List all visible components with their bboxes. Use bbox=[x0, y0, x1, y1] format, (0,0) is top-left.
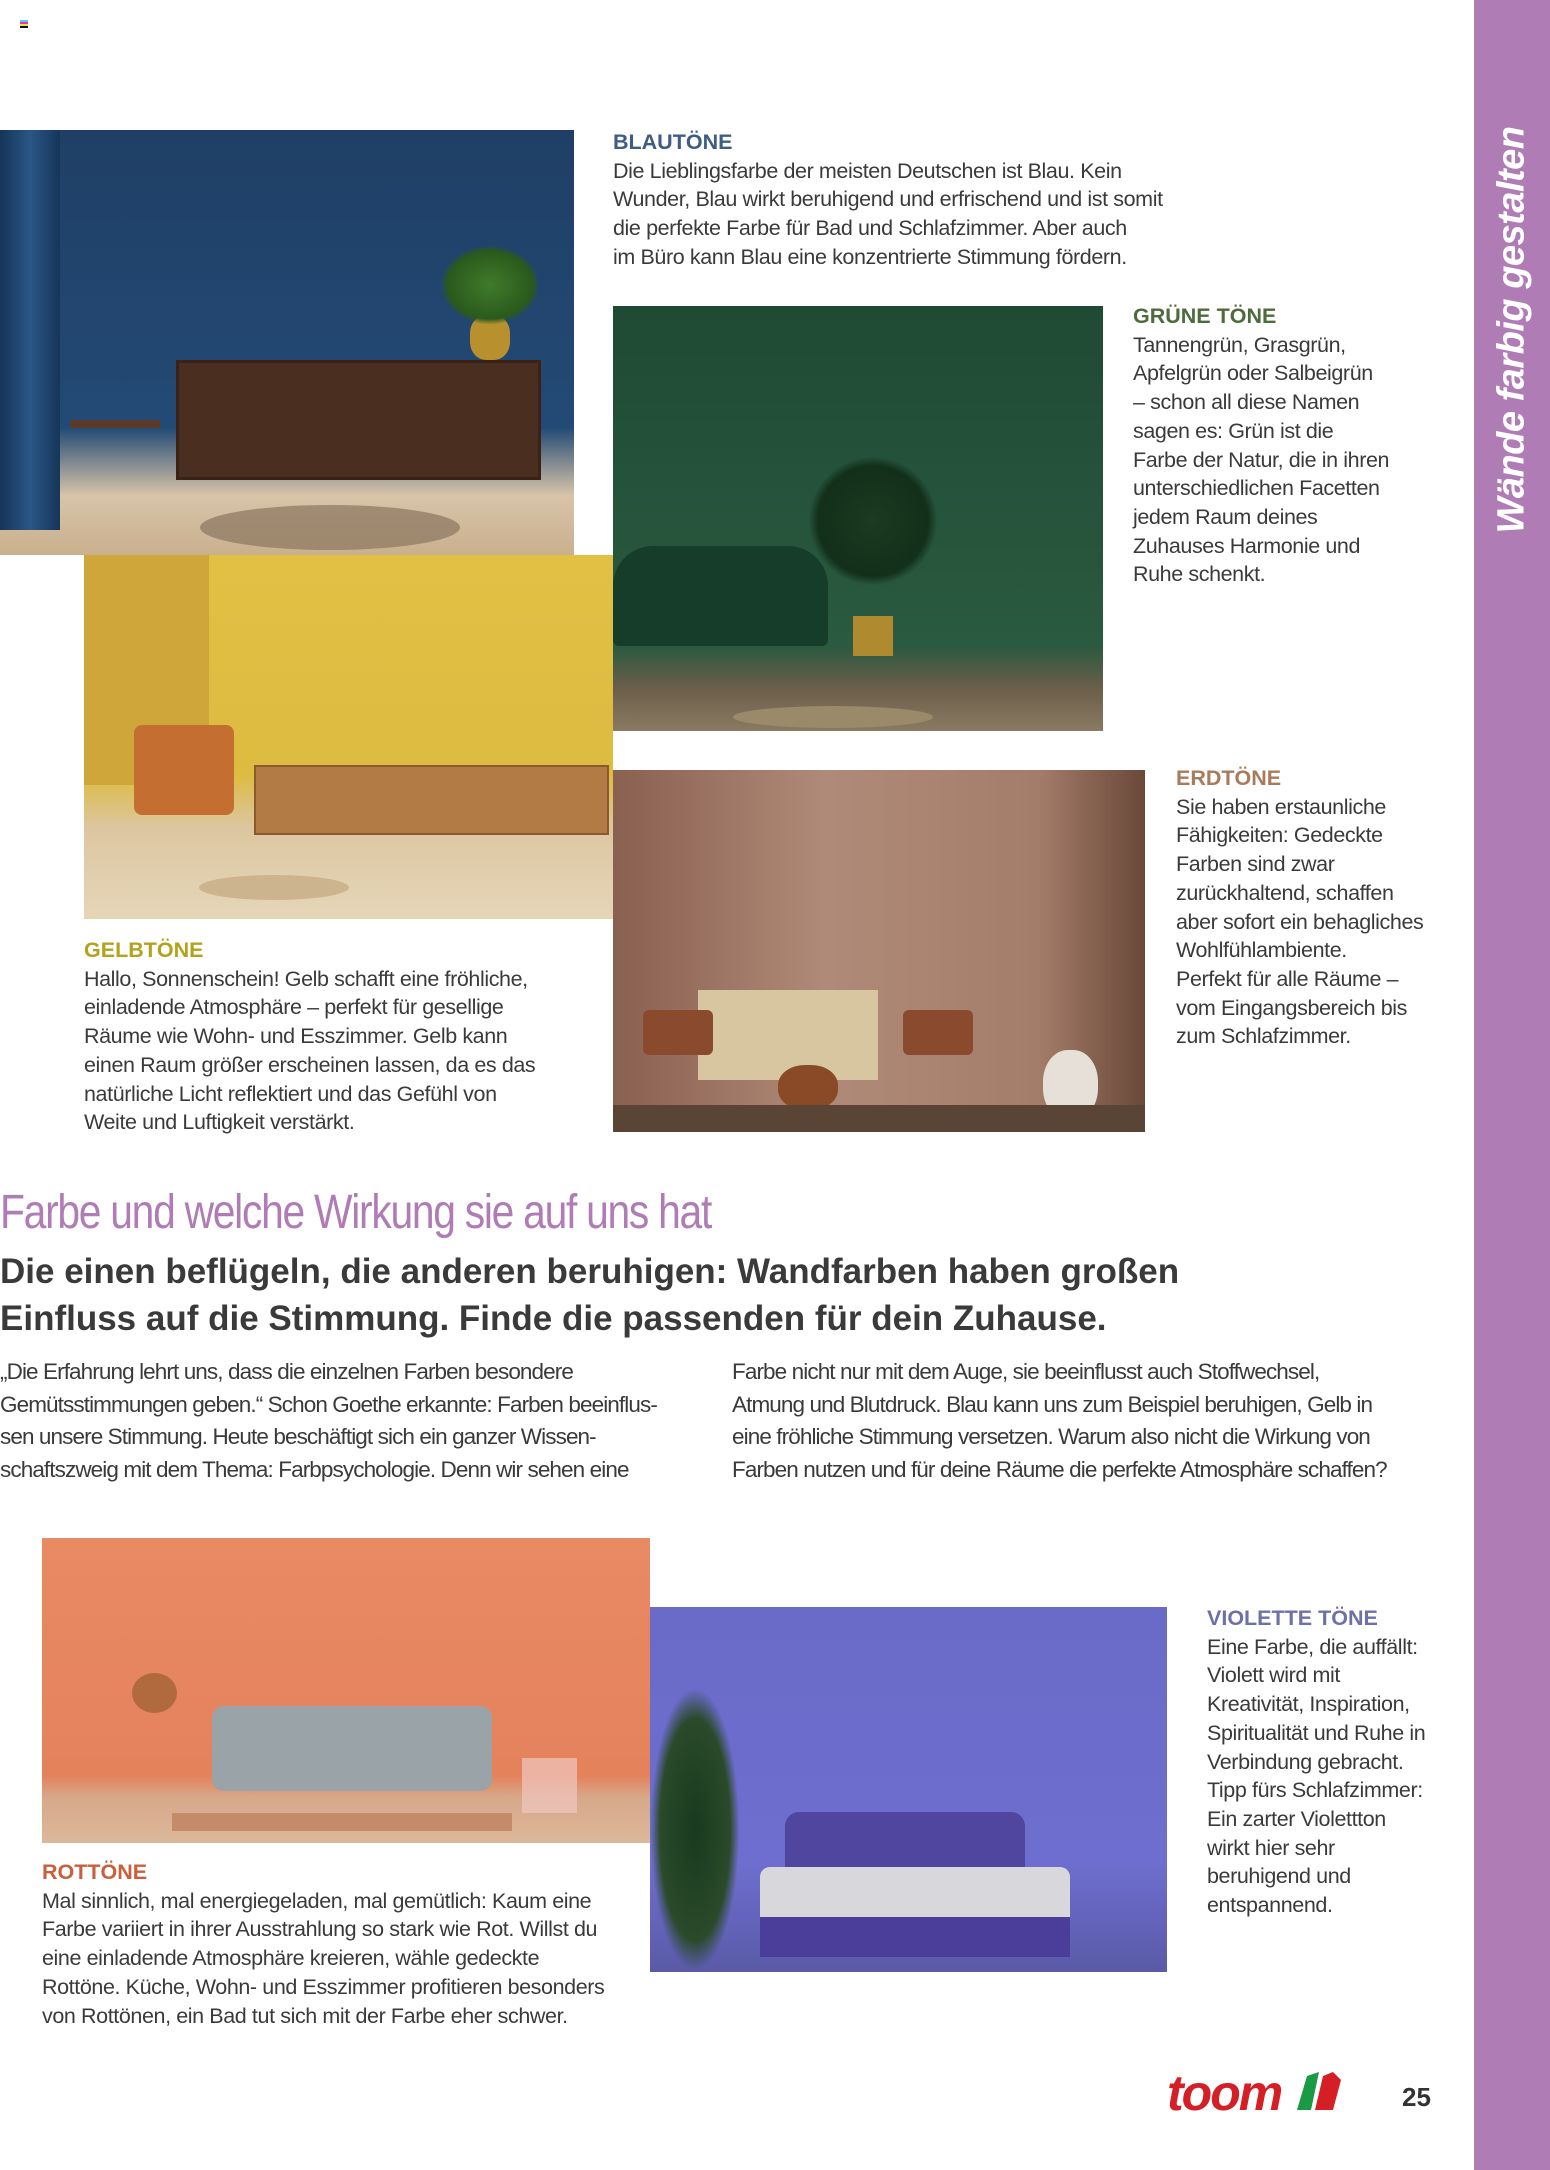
section-earth-title: ERDTÖNE bbox=[1176, 766, 1282, 790]
section-blue-title: BLAUTÖNE bbox=[613, 130, 733, 154]
toom-logo bbox=[1167, 2064, 1343, 2122]
red-room-image bbox=[42, 1538, 650, 1843]
section-yellow-text: Hallo, Sonnenschein! Gelb schafft eine fröhliche, einladende Atmosphäre – perfekt für gesellige Räume wie Wohn- und Esszimmer. Gelb kann einen Raum größer erscheinen lassen, da es das natürliche Licht reflektiert und das Gefühl von Weite und Luftigkeit verstärkt. bbox=[84, 966, 536, 1135]
article-column-1: „Die Erfahrung lehrt uns, dass die einzelnen Farben besondere Gemütsstimmungen geben.“ Schon Goethe erkannte: Farben beeinflus- sen unsere Stimmung. Heute beschäftigt sich ein ganzer Wissen- schaftszweig mit dem Thema: Farbpsychologie. Denn wir sehen eine bbox=[0, 1359, 657, 1482]
sidebar-band bbox=[1474, 0, 1550, 2170]
section-green bbox=[1133, 302, 1463, 589]
section-red bbox=[42, 1858, 642, 2030]
print-color-marks bbox=[20, 20, 28, 28]
blue-room-image bbox=[0, 130, 574, 555]
article-subheading: Die einen beflügeln, die anderen beruhigen: Wandfarben haben großen Einfluss auf die Stimmung. Finde die passenden für dein Zuhause. bbox=[0, 1252, 1180, 1338]
section-red-title: ROTTÖNE bbox=[42, 1860, 148, 1884]
section-green-text: Tannengrün, Grasgrün, Apfelgrün oder Salbeigrün – schon all diese Namen sagen es: Grün ist die Farbe der Natur, die in ihren unterschiedlichen Facetten jedem Raum deines Zuhauses Harmonie und Ruhe schenkt. bbox=[1133, 332, 1390, 587]
earth-room-image bbox=[613, 770, 1145, 1132]
green-room-image bbox=[613, 306, 1103, 731]
toom-logo-mark-icon bbox=[1293, 2072, 1343, 2112]
article-column-2: Farbe nicht nur mit dem Auge, sie beeinflusst auch Stoffwechsel, Atmung und Blutdruck. Blau kann uns zum Beispiel beruhigen, Gelb in eine fröhliche Stimmung versetzen. Warum also nicht die Wirkung von Farben nutzen und für deine Räume die perfekte Atmosphäre schaffen? bbox=[732, 1359, 1387, 1482]
section-yellow bbox=[84, 936, 604, 1137]
section-earth-text: Sie haben erstaunliche Fähigkeiten: Gedeckte Farben sind zwar zurückhaltend, schaffen aber sofort ein behagliches Wohlfühlambiente. Perfekt für alle Räume – vom Eingangsbereich bis zum Schlafzimmer. bbox=[1176, 794, 1424, 1049]
section-red-text: Mal sinnlich, mal energiegeladen, mal gemütlich: Kaum eine Farbe variiert in ihrer Ausstrahlung so stark wie Rot. Willst du eine einladende Atmosphäre kreieren, wähle gedeckte Rottöne. Küche, Wohn- und Esszimmer profitieren besonders von Rottönen, ein Bad tut sich mit der Farbe eher schwer. bbox=[42, 1888, 605, 2028]
violet-room-image bbox=[650, 1607, 1167, 1972]
section-violet-title: VIOLETTE TÖNE bbox=[1207, 1606, 1378, 1630]
section-earth bbox=[1176, 764, 1466, 1051]
article-heading: Farbe und welche Wirkung sie auf uns hat bbox=[0, 1186, 712, 1239]
section-violet-text: Eine Farbe, die auffällt: Violett wird mit Kreativität, Inspiration, Spiritualität und Ruhe in Verbindung gebracht. Tipp fürs Schlafzimmer: Ein zarter Violettton wirkt hier sehr beruhigend und entspannend. bbox=[1207, 1634, 1426, 1918]
section-violet bbox=[1207, 1604, 1467, 1920]
section-blue-text: Die Lieblingsfarbe der meisten Deutschen ist Blau. Kein Wunder, Blau wirkt beruhigend und erfrischend und ist somit die perfekte Farbe für Bad und Schlafzimmer. Aber auch im Büro kann Blau eine konzentrierte Stimmung fördern. bbox=[613, 158, 1163, 269]
section-green-title: GRÜNE TÖNE bbox=[1133, 304, 1277, 328]
sidebar-title: Wände farbig gestalten bbox=[1490, 126, 1533, 534]
yellow-room-image bbox=[84, 555, 613, 919]
page-number: 25 bbox=[1402, 2082, 1431, 2112]
toom-logo-text: toom bbox=[1167, 2065, 1282, 2121]
section-yellow-title: GELBTÖNE bbox=[84, 938, 204, 962]
section-blue bbox=[613, 128, 1213, 272]
